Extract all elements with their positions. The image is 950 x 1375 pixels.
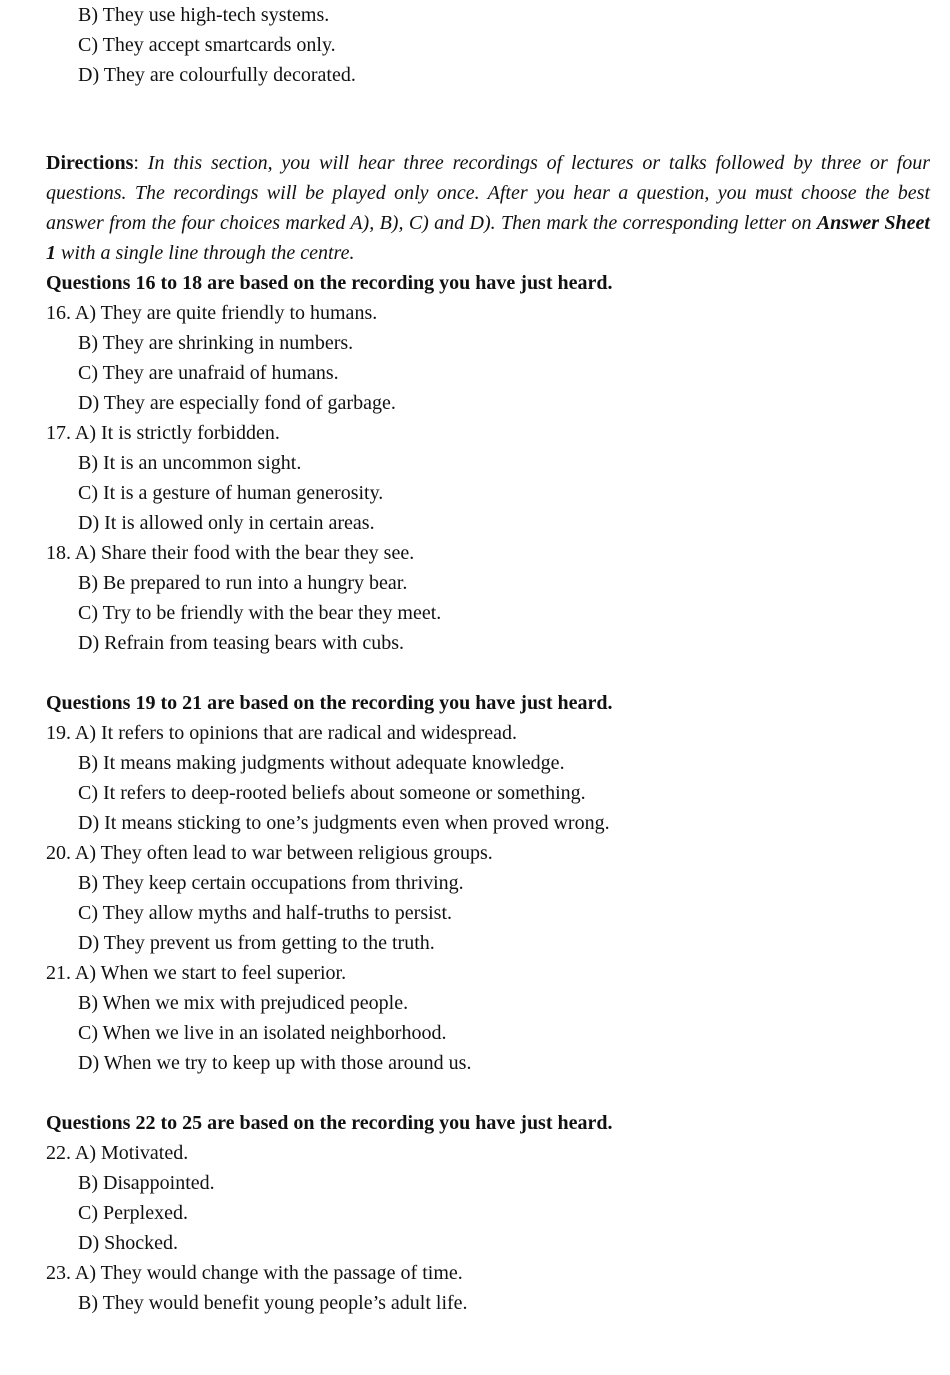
question-21-option-a: 21. A) When we start to feel superior.	[46, 962, 347, 984]
option-b: B) They use high-tech systems.	[78, 4, 330, 26]
question-18-option-d: D) Refrain from teasing bears with cubs.	[78, 632, 405, 654]
question-21-option-b: B) When we mix with prejudiced people.	[78, 992, 409, 1014]
question-16-option-a: 16. A) They are quite friendly to humans.	[46, 302, 378, 324]
answer-sheet-label: Answer Sheet 1	[46, 212, 930, 264]
directions-text-end: with a single line through the centre.	[56, 242, 355, 264]
question-21-option-c: C) When we live in an isolated neighborhood.	[78, 1022, 447, 1044]
question-19-option-b: B) It means making judgments without adequate knowledge.	[78, 752, 565, 774]
question-18-option-c: C) Try to be friendly with the bear they meet.	[78, 602, 442, 624]
question-17-option-d: D) It is allowed only in certain areas.	[78, 512, 375, 534]
question-22-option-b: B) Disappointed.	[78, 1172, 215, 1194]
question-18-option-b: B) Be prepared to run into a hungry bear.	[78, 572, 408, 594]
question-20-option-b: B) They keep certain occupations from thriving.	[78, 872, 464, 894]
question-17-option-c: C) It is a gesture of human generosity.	[78, 482, 384, 504]
question-23-option-b: B) They would benefit young people’s adult life.	[78, 1292, 468, 1314]
option-d: D) They are colourfully decorated.	[78, 64, 356, 86]
question-17-option-b: B) It is an uncommon sight.	[78, 452, 302, 474]
question-22-option-a: 22. A) Motivated.	[46, 1142, 189, 1164]
directions-text: In this section, you will hear three recordings of lectures or talks followed by three or four questions. The recordings will be played only once. After you hear a question, you must choose the best answer from the four choices marked A), B), C) and D). Then mark the corresponding letter on	[46, 152, 930, 234]
question-19-option-a: 19. A) It refers to opinions that are radical and widespread.	[46, 722, 517, 744]
question-18-option-a: 18. A) Share their food with the bear they see.	[46, 542, 415, 564]
question-17-option-a: 17. A) It is strictly forbidden.	[46, 422, 280, 444]
directions-label: Directions	[46, 152, 134, 174]
directions-paragraph	[46, 148, 930, 268]
question-20-option-d: D) They prevent us from getting to the truth.	[78, 932, 435, 954]
question-16-option-b: B) They are shrinking in numbers.	[78, 332, 354, 354]
section-heading-19-21: Questions 19 to 21 are based on the recording you have just heard.	[46, 692, 613, 714]
question-16-option-d: D) They are especially fond of garbage.	[78, 392, 396, 414]
option-c: C) They accept smartcards only.	[78, 34, 336, 56]
question-22-option-c: C) Perplexed.	[78, 1202, 188, 1224]
question-22-option-d: D) Shocked.	[78, 1232, 178, 1254]
question-21-option-d: D) When we try to keep up with those around us.	[78, 1052, 472, 1074]
question-19-option-d: D) It means sticking to one’s judgments even when proved wrong.	[78, 812, 610, 834]
question-20-option-a: 20. A) They often lead to war between religious groups.	[46, 842, 493, 864]
directions-colon: :	[133, 152, 148, 174]
question-16-option-c: C) They are unafraid of humans.	[78, 362, 339, 384]
question-19-option-c: C) It refers to deep-rooted beliefs about someone or something.	[78, 782, 586, 804]
section-heading-16-18: Questions 16 to 18 are based on the recording you have just heard.	[46, 272, 613, 294]
section-heading-22-25: Questions 22 to 25 are based on the recording you have just heard.	[46, 1112, 613, 1134]
question-20-option-c: C) They allow myths and half-truths to persist.	[78, 902, 453, 924]
question-23-option-a: 23. A) They would change with the passage of time.	[46, 1262, 463, 1284]
